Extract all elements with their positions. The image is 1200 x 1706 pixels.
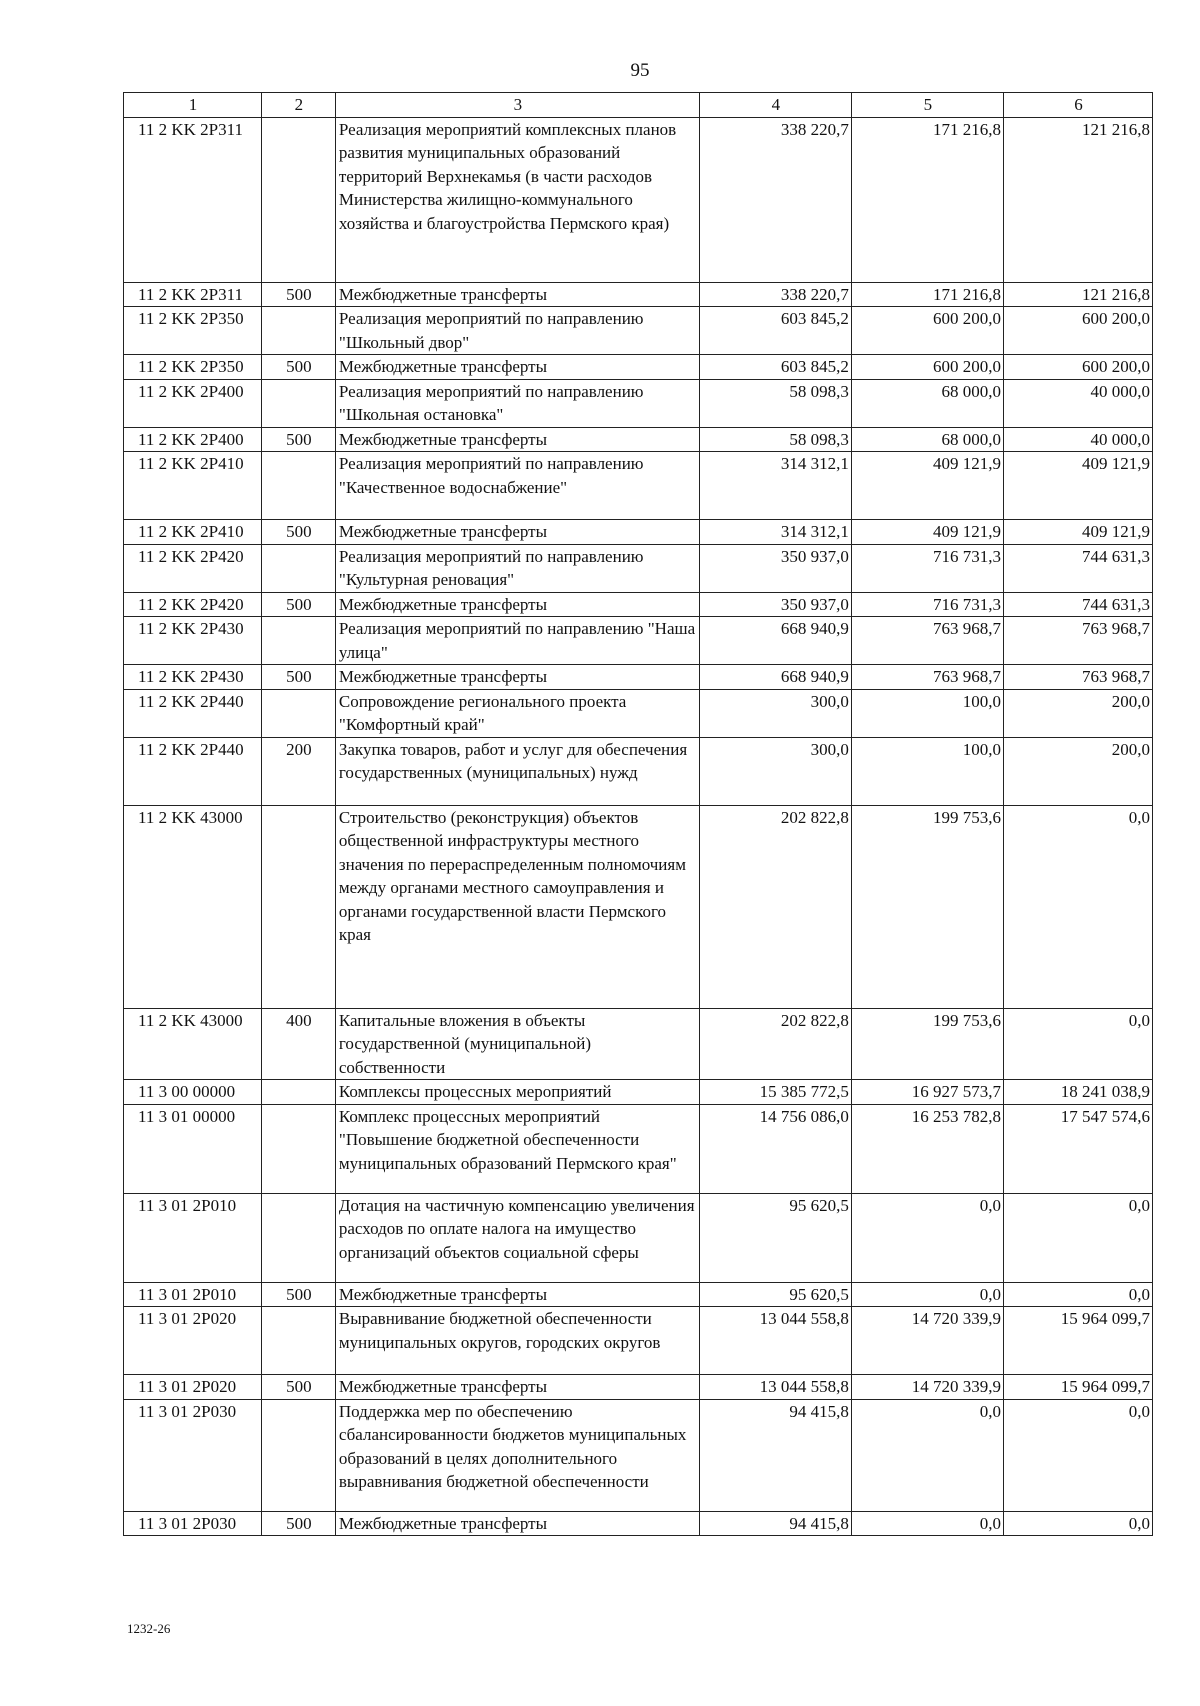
row-value-col6: 0,0 bbox=[1003, 1008, 1152, 1080]
row-name: Межбюджетные трансферты bbox=[335, 1511, 699, 1536]
row-name: Выравнивание бюджетной обеспеченности муниципальных округов, городских округов bbox=[335, 1307, 699, 1375]
budget-table bbox=[123, 92, 1153, 1536]
row-name: Межбюджетные трансферты bbox=[335, 520, 699, 545]
row-expense-type bbox=[261, 1193, 335, 1282]
row-expense-type bbox=[261, 1104, 335, 1193]
row-value-col5: 716 731,3 bbox=[851, 592, 1003, 617]
row-code: 11 2 KK 2P350 bbox=[124, 307, 262, 355]
row-value-col6: 763 968,7 bbox=[1003, 665, 1152, 690]
row-value-col5: 409 121,9 bbox=[851, 520, 1003, 545]
row-code: 11 3 01 2P010 bbox=[124, 1282, 262, 1307]
row-value-col4: 350 937,0 bbox=[699, 592, 851, 617]
row-value-col6: 600 200,0 bbox=[1003, 355, 1152, 380]
table-row bbox=[124, 1080, 1153, 1105]
table-row bbox=[124, 117, 1153, 282]
row-value-col6: 744 631,3 bbox=[1003, 544, 1152, 592]
row-value-col4: 14 756 086,0 bbox=[699, 1104, 851, 1193]
row-name: Строительство (реконструкция) объектов общественной инфраструктуры местного значения по перераспределенным полномочиям между органами местного самоуправления и органами государственной власти Пермского края bbox=[335, 805, 699, 1008]
row-expense-type bbox=[261, 805, 335, 1008]
row-value-col6: 409 121,9 bbox=[1003, 520, 1152, 545]
row-name: Межбюджетные трансферты bbox=[335, 355, 699, 380]
row-value-col5: 0,0 bbox=[851, 1193, 1003, 1282]
row-code: 11 2 KK 2P311 bbox=[124, 282, 262, 307]
table-row bbox=[124, 520, 1153, 545]
row-value-col5: 600 200,0 bbox=[851, 355, 1003, 380]
row-value-col6: 18 241 038,9 bbox=[1003, 1080, 1152, 1105]
row-code: 11 2 KK 43000 bbox=[124, 1008, 262, 1080]
row-code: 11 2 KK 2P420 bbox=[124, 592, 262, 617]
row-expense-type: 500 bbox=[261, 355, 335, 380]
column-header: 4 bbox=[699, 93, 851, 118]
table-row bbox=[124, 617, 1153, 665]
table-row bbox=[124, 307, 1153, 355]
row-value-col5: 199 753,6 bbox=[851, 1008, 1003, 1080]
row-name: Реализация мероприятий по направлению "Наша улица" bbox=[335, 617, 699, 665]
row-value-col6: 15 964 099,7 bbox=[1003, 1375, 1152, 1400]
row-expense-type bbox=[261, 452, 335, 520]
column-header: 3 bbox=[335, 93, 699, 118]
row-name: Реализация мероприятий по направлению "Качественное водоснабжение" bbox=[335, 452, 699, 520]
row-value-col4: 13 044 558,8 bbox=[699, 1307, 851, 1375]
table-row bbox=[124, 1008, 1153, 1080]
row-value-col4: 94 415,8 bbox=[699, 1399, 851, 1511]
row-value-col4: 95 620,5 bbox=[699, 1282, 851, 1307]
row-value-col4: 13 044 558,8 bbox=[699, 1375, 851, 1400]
row-name: Комплекс процессных мероприятий "Повышение бюджетной обеспеченности муниципальных образований Пермского края" bbox=[335, 1104, 699, 1193]
row-name: Реализация мероприятий по направлению "Школьная остановка" bbox=[335, 379, 699, 427]
table-row bbox=[124, 1282, 1153, 1307]
row-value-col4: 603 845,2 bbox=[699, 355, 851, 380]
row-expense-type bbox=[261, 379, 335, 427]
row-expense-type bbox=[261, 1307, 335, 1375]
row-expense-type bbox=[261, 1080, 335, 1105]
row-value-col6: 15 964 099,7 bbox=[1003, 1307, 1152, 1375]
row-name: Межбюджетные трансферты bbox=[335, 1375, 699, 1400]
row-value-col5: 14 720 339,9 bbox=[851, 1375, 1003, 1400]
row-value-col6: 0,0 bbox=[1003, 1399, 1152, 1511]
row-value-col6: 744 631,3 bbox=[1003, 592, 1152, 617]
row-name: Реализация мероприятий по направлению "Школьный двор" bbox=[335, 307, 699, 355]
row-value-col5: 100,0 bbox=[851, 689, 1003, 737]
row-code: 11 3 01 2P010 bbox=[124, 1193, 262, 1282]
row-value-col5: 600 200,0 bbox=[851, 307, 1003, 355]
row-name: Межбюджетные трансферты bbox=[335, 592, 699, 617]
row-code: 11 3 01 2P020 bbox=[124, 1307, 262, 1375]
table-row bbox=[124, 544, 1153, 592]
row-expense-type bbox=[261, 544, 335, 592]
footer-document-code: 1232-26 bbox=[127, 1621, 171, 1636]
row-value-col6: 0,0 bbox=[1003, 1511, 1152, 1536]
row-value-col6: 200,0 bbox=[1003, 737, 1152, 805]
row-name: Комплексы процессных мероприятий bbox=[335, 1080, 699, 1105]
column-header: 6 bbox=[1003, 93, 1152, 118]
row-expense-type bbox=[261, 117, 335, 282]
row-value-col4: 350 937,0 bbox=[699, 544, 851, 592]
row-value-col4: 603 845,2 bbox=[699, 307, 851, 355]
row-value-col5: 68 000,0 bbox=[851, 379, 1003, 427]
row-code: 11 2 KK 2P400 bbox=[124, 379, 262, 427]
row-expense-type bbox=[261, 1399, 335, 1511]
row-expense-type: 500 bbox=[261, 427, 335, 452]
row-value-col6: 0,0 bbox=[1003, 1193, 1152, 1282]
row-code: 11 3 01 2P020 bbox=[124, 1375, 262, 1400]
row-value-col5: 16 927 573,7 bbox=[851, 1080, 1003, 1105]
table-row bbox=[124, 805, 1153, 1008]
table-body bbox=[124, 117, 1153, 1536]
header-row bbox=[124, 93, 1153, 118]
row-name: Капитальные вложения в объекты государственной (муниципальной) собственности bbox=[335, 1008, 699, 1080]
table-row bbox=[124, 1307, 1153, 1375]
row-value-col4: 338 220,7 bbox=[699, 117, 851, 282]
row-value-col5: 0,0 bbox=[851, 1511, 1003, 1536]
row-code: 11 2 KK 2P430 bbox=[124, 617, 262, 665]
row-code: 11 3 01 2P030 bbox=[124, 1511, 262, 1536]
table-row bbox=[124, 689, 1153, 737]
table-row bbox=[124, 1193, 1153, 1282]
row-value-col5: 171 216,8 bbox=[851, 282, 1003, 307]
row-code: 11 2 KK 2P410 bbox=[124, 520, 262, 545]
table-row bbox=[124, 1511, 1153, 1536]
row-value-col6: 121 216,8 bbox=[1003, 117, 1152, 282]
row-name: Дотация на частичную компенсацию увеличения расходов по оплате налога на имущество организаций объектов социальной сферы bbox=[335, 1193, 699, 1282]
row-name: Поддержка мер по обеспечению сбалансированности бюджетов муниципальных образований в целях дополнительного выравнивания бюджетной обеспеченности bbox=[335, 1399, 699, 1511]
row-value-col5: 0,0 bbox=[851, 1399, 1003, 1511]
table-row bbox=[124, 592, 1153, 617]
row-value-col6: 0,0 bbox=[1003, 805, 1152, 1008]
row-value-col5: 199 753,6 bbox=[851, 805, 1003, 1008]
row-value-col5: 68 000,0 bbox=[851, 427, 1003, 452]
page-number: 95 bbox=[630, 60, 650, 81]
column-header: 2 bbox=[261, 93, 335, 118]
table-row bbox=[124, 737, 1153, 805]
table-row bbox=[124, 1399, 1153, 1511]
row-value-col4: 338 220,7 bbox=[699, 282, 851, 307]
row-value-col4: 668 940,9 bbox=[699, 617, 851, 665]
row-code: 11 2 KK 2P440 bbox=[124, 737, 262, 805]
row-code: 11 3 00 00000 bbox=[124, 1080, 262, 1105]
row-expense-type bbox=[261, 307, 335, 355]
row-value-col6: 40 000,0 bbox=[1003, 379, 1152, 427]
row-expense-type: 200 bbox=[261, 737, 335, 805]
table-row bbox=[124, 452, 1153, 520]
row-value-col4: 668 940,9 bbox=[699, 665, 851, 690]
row-code: 11 2 KK 2P430 bbox=[124, 665, 262, 690]
row-value-col5: 716 731,3 bbox=[851, 544, 1003, 592]
table-row bbox=[124, 379, 1153, 427]
table-row bbox=[124, 427, 1153, 452]
table-row bbox=[124, 665, 1153, 690]
column-header: 1 bbox=[124, 93, 262, 118]
row-name: Закупка товаров, работ и услуг для обеспечения государственных (муниципальных) нужд bbox=[335, 737, 699, 805]
row-expense-type: 500 bbox=[261, 665, 335, 690]
row-expense-type: 500 bbox=[261, 1282, 335, 1307]
row-value-col6: 0,0 bbox=[1003, 1282, 1152, 1307]
row-code: 11 2 KK 2P400 bbox=[124, 427, 262, 452]
row-value-col6: 200,0 bbox=[1003, 689, 1152, 737]
row-expense-type: 500 bbox=[261, 1375, 335, 1400]
row-value-col5: 409 121,9 bbox=[851, 452, 1003, 520]
row-expense-type: 500 bbox=[261, 520, 335, 545]
table-row bbox=[124, 355, 1153, 380]
row-value-col4: 95 620,5 bbox=[699, 1193, 851, 1282]
row-value-col6: 409 121,9 bbox=[1003, 452, 1152, 520]
row-code: 11 3 01 00000 bbox=[124, 1104, 262, 1193]
row-value-col5: 763 968,7 bbox=[851, 665, 1003, 690]
row-code: 11 2 KK 43000 bbox=[124, 805, 262, 1008]
row-code: 11 2 KK 2P440 bbox=[124, 689, 262, 737]
row-value-col4: 58 098,3 bbox=[699, 379, 851, 427]
row-expense-type: 500 bbox=[261, 592, 335, 617]
row-name: Сопровождение регионального проекта "Комфортный край" bbox=[335, 689, 699, 737]
row-expense-type: 500 bbox=[261, 282, 335, 307]
row-expense-type: 400 bbox=[261, 1008, 335, 1080]
row-value-col5: 763 968,7 bbox=[851, 617, 1003, 665]
row-value-col5: 100,0 bbox=[851, 737, 1003, 805]
row-value-col4: 58 098,3 bbox=[699, 427, 851, 452]
row-value-col4: 202 822,8 bbox=[699, 805, 851, 1008]
row-name: Реализация мероприятий комплексных планов развития муниципальных образований территорий Верхнекамья (в части расходов Министерства жилищно-коммунального хозяйства и благоустройства Пермского края) bbox=[335, 117, 699, 282]
table-row bbox=[124, 282, 1153, 307]
row-name: Реализация мероприятий по направлению "Культурная реновация" bbox=[335, 544, 699, 592]
row-expense-type: 500 bbox=[261, 1511, 335, 1536]
row-value-col6: 763 968,7 bbox=[1003, 617, 1152, 665]
table-row bbox=[124, 1104, 1153, 1193]
row-value-col6: 121 216,8 bbox=[1003, 282, 1152, 307]
row-value-col4: 15 385 772,5 bbox=[699, 1080, 851, 1105]
row-value-col4: 300,0 bbox=[699, 689, 851, 737]
row-code: 11 2 KK 2P410 bbox=[124, 452, 262, 520]
row-value-col5: 14 720 339,9 bbox=[851, 1307, 1003, 1375]
row-value-col4: 94 415,8 bbox=[699, 1511, 851, 1536]
row-code: 11 2 KK 2P350 bbox=[124, 355, 262, 380]
row-code: 11 2 KK 2P420 bbox=[124, 544, 262, 592]
row-name: Межбюджетные трансферты bbox=[335, 665, 699, 690]
row-value-col4: 314 312,1 bbox=[699, 452, 851, 520]
row-value-col5: 16 253 782,8 bbox=[851, 1104, 1003, 1193]
row-value-col4: 300,0 bbox=[699, 737, 851, 805]
row-value-col6: 40 000,0 bbox=[1003, 427, 1152, 452]
row-name: Межбюджетные трансферты bbox=[335, 282, 699, 307]
column-header: 5 bbox=[851, 93, 1003, 118]
row-expense-type bbox=[261, 689, 335, 737]
row-value-col4: 202 822,8 bbox=[699, 1008, 851, 1080]
row-code: 11 3 01 2P030 bbox=[124, 1399, 262, 1511]
row-value-col6: 17 547 574,6 bbox=[1003, 1104, 1152, 1193]
row-name: Межбюджетные трансферты bbox=[335, 427, 699, 452]
row-value-col4: 314 312,1 bbox=[699, 520, 851, 545]
row-expense-type bbox=[261, 617, 335, 665]
row-code: 11 2 KK 2P311 bbox=[124, 117, 262, 282]
row-value-col5: 0,0 bbox=[851, 1282, 1003, 1307]
row-value-col6: 600 200,0 bbox=[1003, 307, 1152, 355]
row-name: Межбюджетные трансферты bbox=[335, 1282, 699, 1307]
table-row bbox=[124, 1375, 1153, 1400]
row-value-col5: 171 216,8 bbox=[851, 117, 1003, 282]
